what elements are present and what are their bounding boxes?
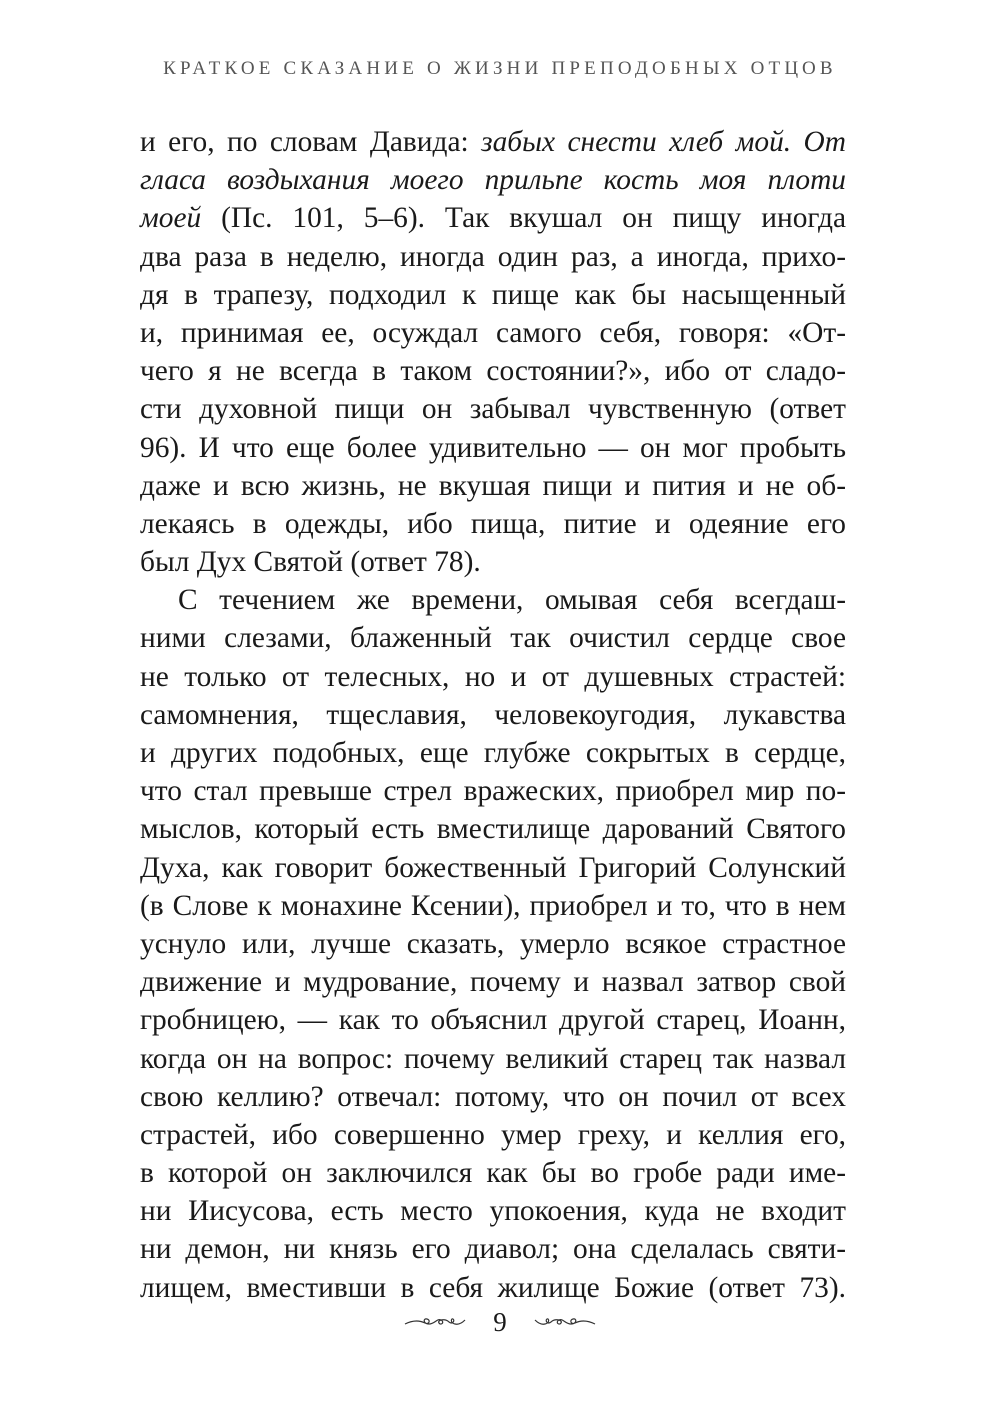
text-line: был Дух Святой (ответ 78). [140, 546, 481, 579]
text-line: сти духовной пищи он забывал чувственную (ответ [140, 393, 846, 426]
text-line: ни демон, ни князь его диавол; она сделалась святи- [140, 1233, 846, 1266]
text-line: и, принимая ее, осуждал самого себя, говоря: «От- [140, 316, 846, 349]
text-line: не только от телесных, но и от душевных страстей: [140, 660, 846, 693]
text-line: лищем, вместивши в себя жилище Божие (ответ 73). [140, 1271, 846, 1304]
text-line: даже и всю жизнь, не вкушая пищи и пития и не об- [140, 469, 846, 502]
paragraph-first-line: С течением же времени, омывая себя всегдаш- [178, 584, 846, 617]
page-footer [0, 1307, 1000, 1337]
text-line: самомнения, тщеславия, человекоугодия, лукавства [140, 698, 846, 731]
text-line [140, 199, 846, 237]
text-line: лекаясь в одежды, ибо пища, питие и одеяние его [140, 507, 846, 540]
text-line: когда он на вопрос: почему великий старец так назвал [140, 1042, 846, 1075]
right-scroll-ornament-icon [533, 1314, 597, 1330]
quotation-italic: моей [140, 202, 202, 235]
quotation-italic: забых снести хлеб мой. От [481, 126, 846, 158]
text-line [140, 123, 846, 161]
body-text [140, 123, 846, 1307]
text-line: что стал превыше стрел вражеских, приобрел мир по- [140, 775, 846, 808]
text-line: чего я не всегда в таком состоянии?», ибо от сладо- [140, 355, 846, 388]
text-line: уснуло или, лучше сказать, умерло всякое страстное [140, 927, 846, 960]
page-number: 9 [493, 1307, 507, 1337]
quotation-italic: гласа воздыхания моего прильпе кость моя плоти [140, 164, 846, 197]
text-line [140, 161, 846, 199]
text-line: ни Иисусова, есть место упокоения, куда не входит [140, 1195, 846, 1228]
text-line: гробницею, — как то объяснил другой старец, Иоанн, [140, 1004, 846, 1037]
text-line: в которой он заключился как бы во гробе ради име- [140, 1157, 846, 1190]
text-line: свою келлию? отвечал: потому, что он почил от всех [140, 1080, 846, 1113]
text-line: страстей, ибо совершенно умер греху, и келлия его, [140, 1118, 846, 1151]
text-line: движение и мудрование, почему и назвал затвор свой [140, 966, 846, 999]
left-scroll-ornament-icon [403, 1314, 467, 1330]
text-line: 96). И что еще более удивительно — он мог пробыть [140, 431, 846, 464]
running-head: КРАТКОЕ СКАЗАНИЕ О ЖИЗНИ ПРЕПОДОБНЫХ ОТЦОВ [163, 58, 837, 79]
text-line: и других подобных, еще глубже сокрытых в сердце, [140, 737, 846, 769]
text-line: два раза в неделю, иногда один раз, а иногда, прихо- [140, 240, 846, 273]
text-run: и его, по словам Давида: [140, 126, 482, 158]
text-run: (Пс. 101, 5–6). Так вкушал он пищу иногда [201, 202, 846, 235]
text-line: ними слезами, блаженный так очистил сердце свое [140, 622, 846, 655]
text-line: Духа, как говорит божественный Григорий Солунский [140, 851, 846, 884]
text-line: (в Слове к монахине Ксении), приобрел и то, что в нем [140, 889, 846, 922]
text-line: дя в трапезу, подходил к пище как бы насыщенный [140, 278, 846, 311]
text-line: мыслов, который есть вместилище дарований Святого [140, 813, 846, 846]
